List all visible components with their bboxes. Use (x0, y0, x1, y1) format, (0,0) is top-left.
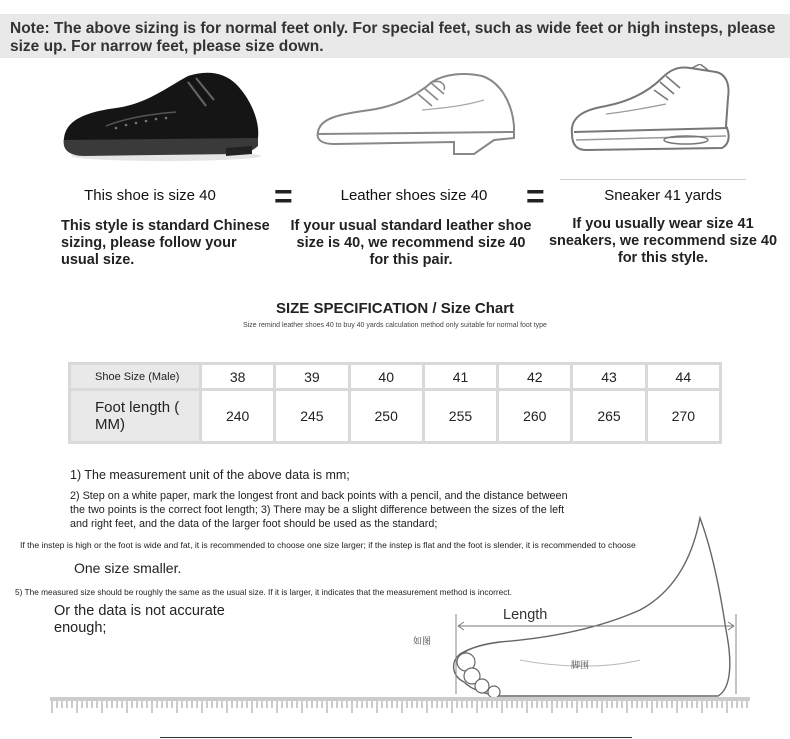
shoe-size-description: This style is standard Chinese sizing, please follow your usual size. (61, 218, 270, 268)
leather-shoes-label: Leather shoes size 40 (340, 187, 488, 204)
instruction-1: 1) The measurement unit of the above data is mm; (70, 468, 350, 482)
table-row (71, 391, 719, 441)
table-cell: 43 (573, 365, 644, 388)
row-header-shoe-size: Shoe Size (Male) (71, 365, 199, 388)
table-cell: 270 (648, 391, 719, 441)
sneaker-label: Sneaker 41 yards (604, 187, 722, 204)
table-cell: 41 (425, 365, 496, 388)
instruction-2c: and right feet, and the data of the larger foot should be used as the standard; (70, 518, 438, 530)
table-row (71, 365, 719, 388)
equals-sign-2: = (526, 178, 545, 214)
foot-measurement-diagram (400, 510, 750, 710)
table-cell: 44 (648, 365, 719, 388)
table-cell: 39 (276, 365, 347, 388)
shoe-size-label: This shoe is size 40 (84, 187, 216, 204)
size-chart-title: SIZE SPECIFICATION / Size Chart (275, 300, 515, 317)
sneaker-outline-image (566, 64, 738, 160)
instruction-5: 5) The measured size should be roughly the same as the usual size. If it is larger, it indicates that the measurement method is incorrect. (15, 587, 512, 597)
heel-label: 如图 (413, 636, 432, 646)
divider-line (560, 179, 746, 180)
table-cell: 240 (202, 391, 273, 441)
table-cell: 250 (351, 391, 422, 441)
size-chart-table (68, 362, 722, 444)
table-cell: 260 (499, 391, 570, 441)
instruction-4: If the instep is high or the foot is wide and fat, it is recommended to choose one size larger; if the instep is flat and the foot is slender, it is recommended to choose (20, 540, 636, 550)
table-cell: 255 (425, 391, 496, 441)
table-cell: 245 (276, 391, 347, 441)
instruction-2a: 2) Step on a white paper, mark the longest front and back points with a pencil, and the distance between (70, 490, 568, 502)
length-label: Length (503, 607, 548, 623)
table-cell: 38 (202, 365, 273, 388)
instruction-2b: the two points is the correct foot length; 3) There may be a slight difference between the sizes of the left (70, 504, 565, 516)
ruler-graphic (50, 697, 750, 715)
instruction-4b: One size smaller. (74, 560, 182, 576)
sizing-note: Note: The above sizing is for normal feet only. For special feet, such as wide feet or high insteps, please size up. For narrow feet, please size down. (0, 14, 790, 58)
toe-label: 脚围 (571, 660, 590, 670)
table-cell: 42 (499, 365, 570, 388)
sneaker-description: If you usually wear size 41 sneakers, we recommend size 40 for this style. (548, 216, 778, 266)
leather-shoe-outline-image (314, 70, 520, 162)
size-chart-subtitle: Size remind leather shoes 40 to buy 40 yards calculation method only suitable for normal foot type (243, 322, 547, 329)
equals-sign-1: = (274, 178, 293, 214)
bottom-divider (160, 737, 632, 738)
leather-shoes-description: If your usual standard leather shoe size is 40, we recommend size 40 for this pair. (290, 218, 532, 268)
row-header-foot-length: Foot length ( MM) (71, 391, 199, 441)
table-cell: 265 (573, 391, 644, 441)
instruction-5b: Or the data is not accurate enough; (54, 603, 225, 636)
table-cell: 40 (351, 365, 422, 388)
black-oxford-shoe-image (56, 68, 264, 164)
